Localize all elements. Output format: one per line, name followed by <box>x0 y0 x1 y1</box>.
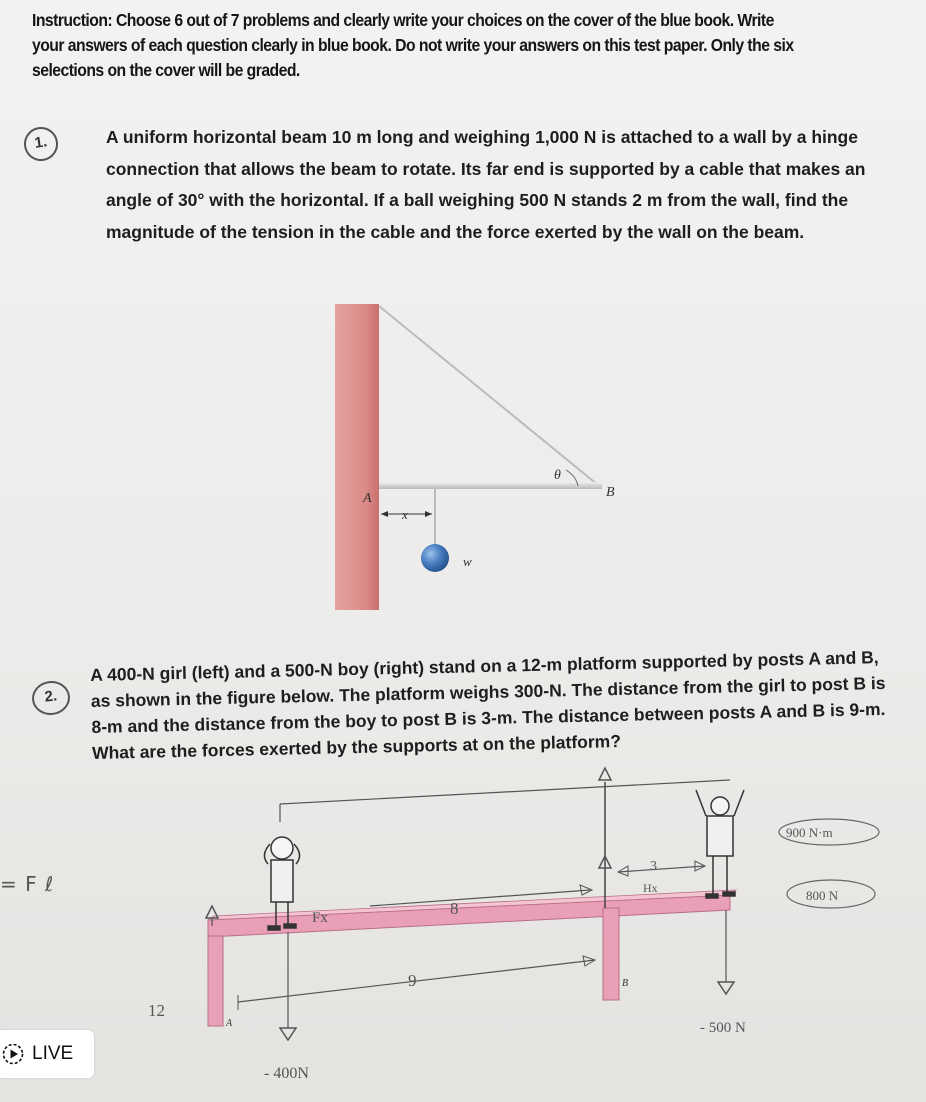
label-x: x <box>402 507 408 522</box>
post-B <box>603 908 619 1000</box>
label-B: B <box>606 485 615 500</box>
note-900nm: 900 N·m <box>786 825 833 840</box>
ball <box>421 544 449 572</box>
problem-2-figure <box>140 760 900 1090</box>
note-9: 9 <box>408 971 417 990</box>
problem-1-figure <box>330 300 650 620</box>
problem-2-text: A 400-N girl (left) and a 500-N boy (right) stand on a 12-m platform supported by posts A and B, as shown in the figure below. The platform weighs 300-N. The distance from the girl to post B is 8-m and the distance from the boy to post B is 3-m. The distance between posts A and B is 9-m. What are the forces exerted by the supports at on the platform? <box>90 647 886 763</box>
label-theta: θ <box>554 468 561 483</box>
label-B-post: B <box>622 978 629 989</box>
note-8: 8 <box>450 899 459 918</box>
note-500n: - 500 N <box>700 1020 746 1036</box>
boy-figure <box>696 790 744 898</box>
live-badge[interactable] <box>0 1030 94 1078</box>
margin-note: = F ℓ <box>0 872 55 896</box>
post-A <box>208 936 223 1026</box>
note-400n: - 400N <box>264 1065 309 1082</box>
note-hx: Hx <box>643 881 658 895</box>
problem-2-number: 2. <box>30 679 71 717</box>
label-w: w <box>463 554 472 569</box>
problem-1-text: A uniform horizontal beam 10 m long and weighing 1,000 N is attached to a wall by a hinge connection that allows the beam to rotate. Its far end is supported by a cable that makes an angle of 30° with the horizontal. If a ball weighing 500 N stands 2 m from the wall, find the magnitude of the tension in the cable and the force exerted by the wall on the beam. <box>106 127 866 242</box>
note-3: 3 <box>650 859 657 874</box>
label-A: A <box>363 491 372 506</box>
beam <box>379 482 602 489</box>
live-play-icon <box>2 1043 24 1065</box>
note-12: 12 <box>148 1001 165 1020</box>
cable <box>379 306 598 485</box>
note-fx: Fx <box>312 910 328 926</box>
instruction-text: Instruction: Choose 6 out of 7 problems and clearly write your choices on the cover of the blue book. Write your answers of each question clearly in blue book. Do not write your answers on this test paper. Only the six selections on the cover will be graded. <box>32 10 794 80</box>
live-label: LIVE <box>32 1043 74 1064</box>
problem-1-number: 1. <box>22 125 60 163</box>
note-800n: 800 N <box>806 888 839 903</box>
label-A-post: A <box>226 1018 233 1029</box>
wall <box>335 304 379 610</box>
